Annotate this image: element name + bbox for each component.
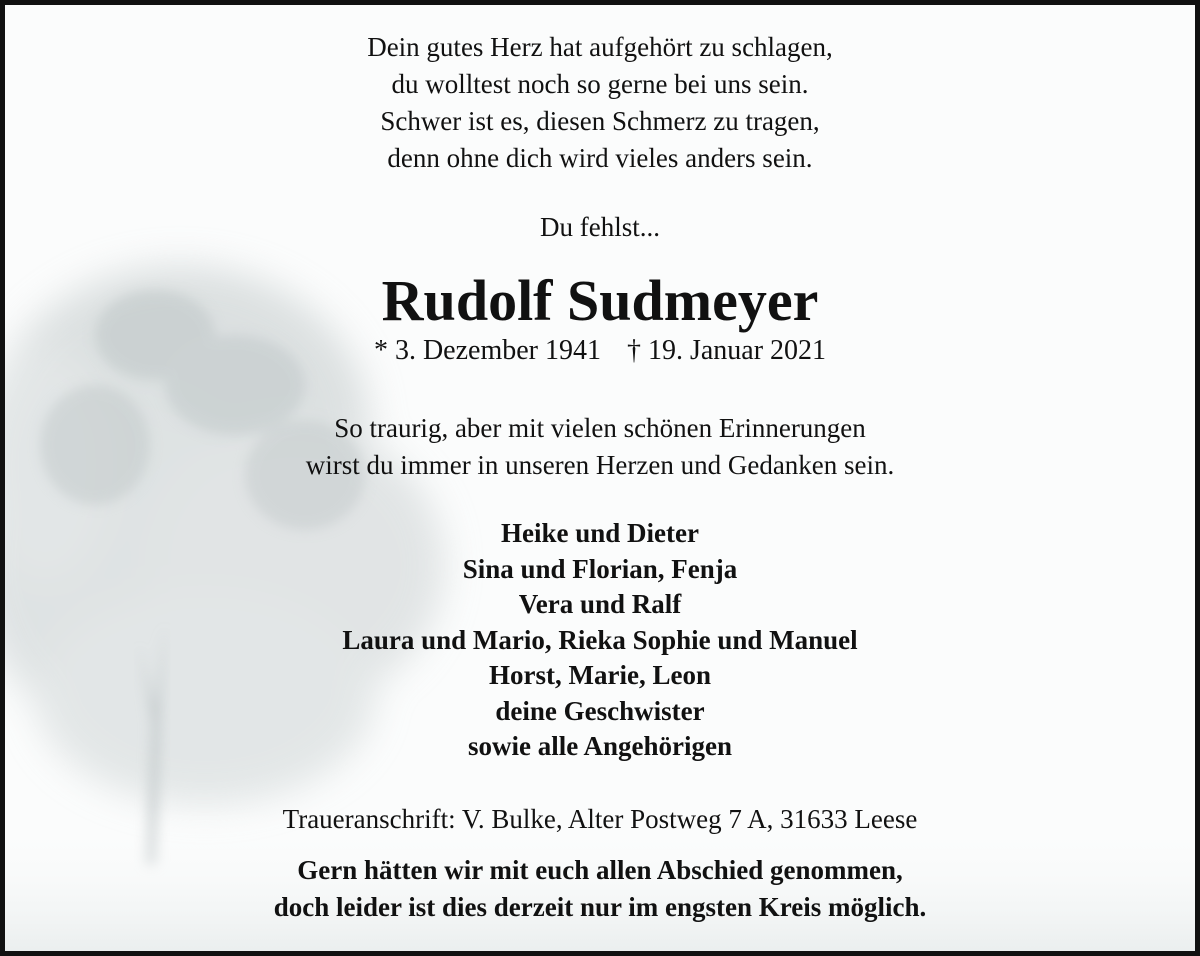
intro-line: Du fehlst... (540, 212, 660, 242)
poem-line: Dein gutes Herz hat aufgehört zu schlagen, (367, 32, 833, 62)
memory-line: So traurig, aber mit vielen schönen Erinnerungen (334, 413, 866, 443)
mourner-line: Sina und Florian, Fenja (462, 553, 738, 584)
poem-line: du wolltest noch so gerne bei uns sein. (391, 69, 809, 99)
poem-line: Schwer ist es, diesen Schmerz zu tragen, (380, 106, 820, 136)
mourner-line: Heike und Dieter (501, 518, 699, 548)
mourner-line: deine Geschwister (495, 695, 705, 726)
memory-line: wirst du immer in unseren Herzen und Gedanken sein. (305, 450, 895, 480)
birth-date: * 3. Dezember 1941 (373, 335, 601, 366)
poem-line: denn ohne dich wird vieles anders sein. (387, 143, 813, 173)
mourner-line: Horst, Marie, Leon (489, 660, 711, 690)
mourner-line: Vera und Ralf (518, 589, 682, 619)
notice-line: doch leider ist dies derzeit nur im engsten Kreis möglich. (273, 892, 927, 922)
mourners-list (5, 516, 1195, 765)
deceased-name: Rudolf Sudmeyer (381, 268, 819, 333)
mourner-line: Laura und Mario, Rieka Sophie und Manuel (342, 624, 858, 655)
poem (5, 29, 1195, 177)
death-date: † 19. Januar 2021 (626, 335, 827, 366)
mourning-address: Traueranschrift: V. Bulke, Alter Postweg 7 A, 31633 Leese (282, 804, 918, 834)
memory-text (5, 410, 1195, 484)
notice-content (5, 5, 1195, 951)
farewell-notice (5, 852, 1195, 926)
notice-line: Gern hätten wir mit euch allen Abschied genommen, (297, 855, 903, 885)
mourner-line: sowie alle Angehörigen (468, 731, 732, 761)
life-dates (5, 332, 1195, 370)
